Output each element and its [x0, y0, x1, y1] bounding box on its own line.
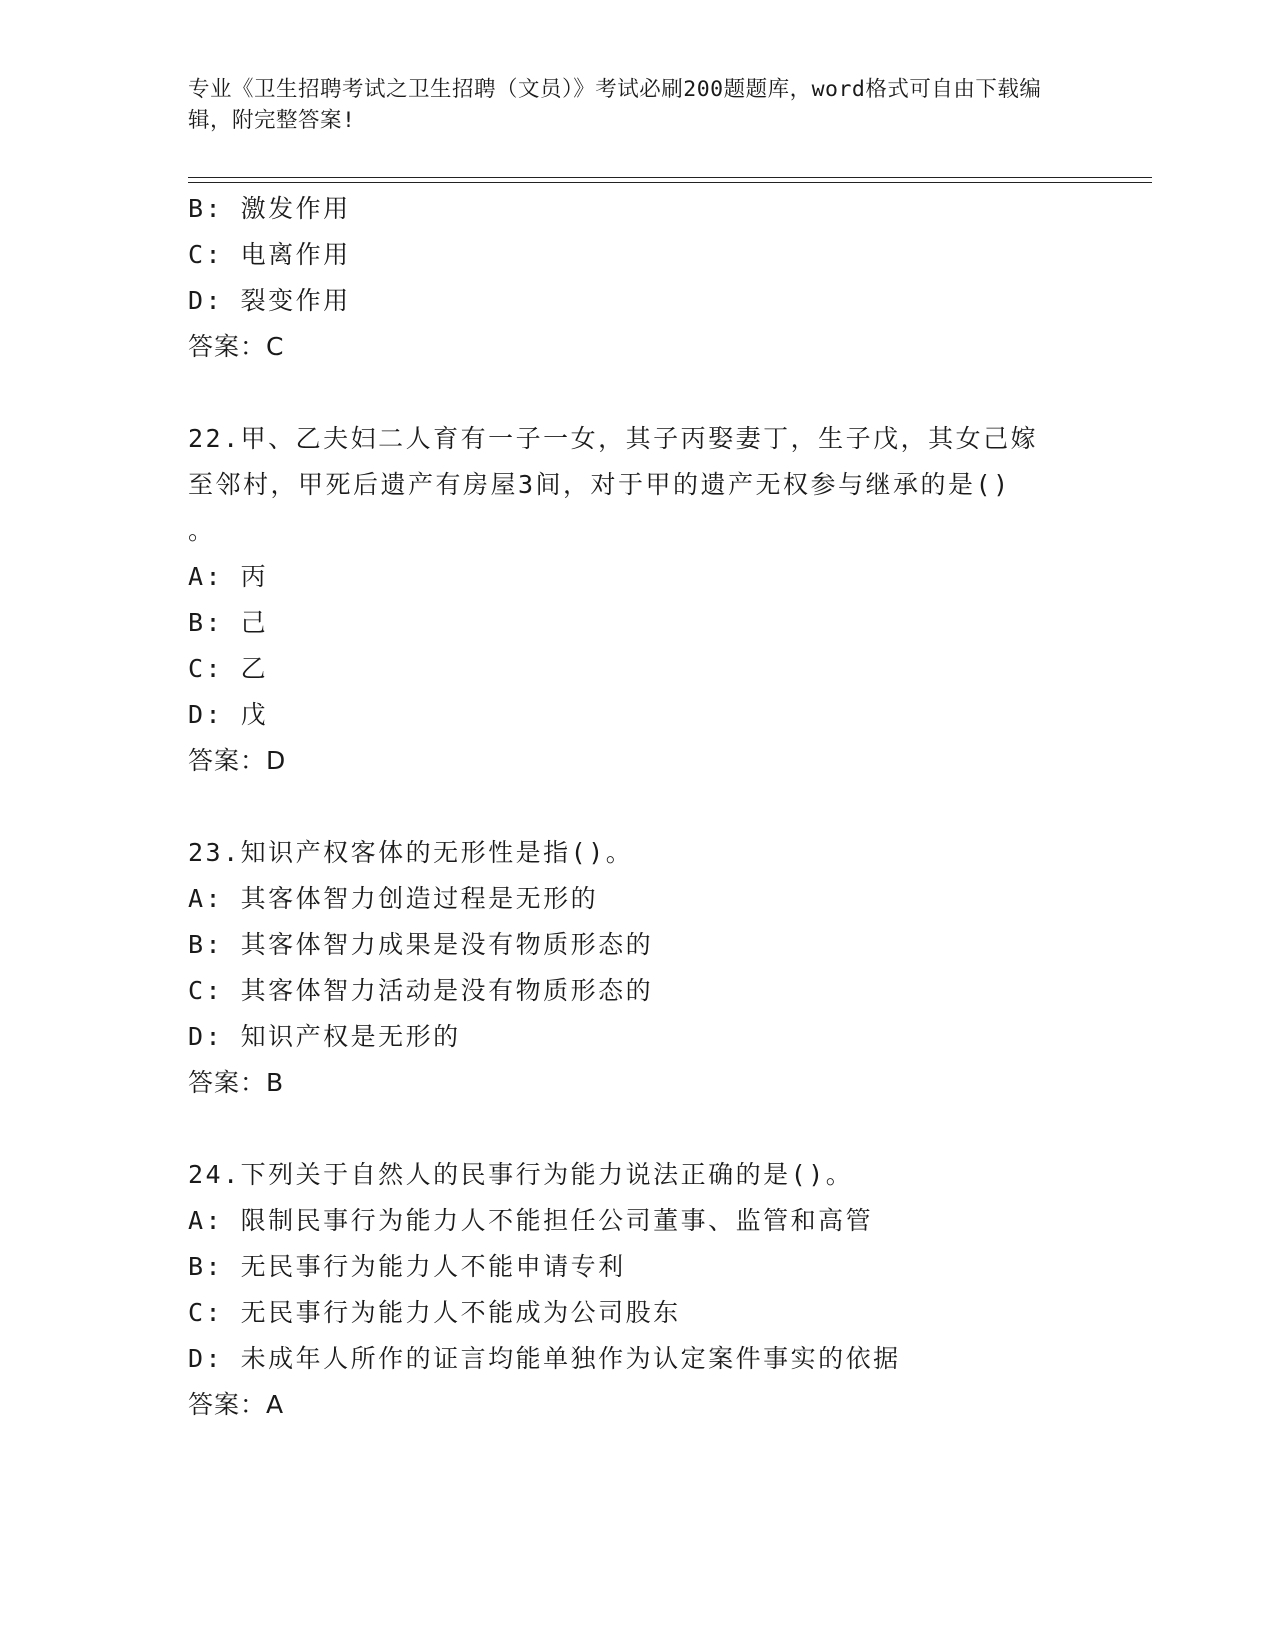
option-d: D: 未成年人所作的证言均能单独作为认定案件事实的依据: [188, 1344, 901, 1373]
answer-line: 答案：B: [188, 1068, 285, 1097]
question-21-continued: [188, 186, 1138, 370]
spacer: [188, 1106, 1138, 1152]
answer-line: 答案：D: [188, 746, 287, 775]
question-stem-line: 。: [188, 516, 216, 545]
option-b: B: 激发作用: [188, 194, 351, 223]
option-b: B: 其客体智力成果是没有物质形态的: [188, 930, 654, 959]
question-stem-line: 23.知识产权客体的无形性是指()。: [188, 838, 634, 867]
question-24: [188, 1152, 1138, 1428]
option-c: C: 电离作用: [188, 240, 351, 269]
option-d: D: 知识产权是无形的: [188, 1022, 461, 1051]
question-stem-line: 24.下列关于自然人的民事行为能力说法正确的是()。: [188, 1160, 854, 1189]
option-a: A: 其客体智力创造过程是无形的: [188, 884, 599, 913]
question-23: [188, 830, 1138, 1106]
option-a: A: 丙: [188, 562, 269, 591]
option-a: A: 限制民事行为能力人不能担任公司董事、监管和高管: [188, 1206, 874, 1235]
option-d: D: 戊: [188, 700, 269, 729]
spacer: [188, 784, 1138, 830]
question-stem-line: 至邻村，甲死后遗产有房屋3间，对于甲的遗产无权参与继承的是(): [188, 470, 1011, 499]
option-c: C: 其客体智力活动是没有物质形态的: [188, 976, 654, 1005]
option-c: C: 无民事行为能力人不能成为公司股东: [188, 1298, 681, 1327]
option-b: B: 己: [188, 608, 269, 637]
document-header: 专业《卫生招聘考试之卫生招聘（文员）》考试必刷200题题库，word格式可自由下载编辑，附完整答案!: [188, 77, 1042, 133]
answer-line: 答案：A: [188, 1390, 285, 1419]
header-divider-bottom: [188, 182, 1152, 183]
question-list: [188, 186, 1138, 1428]
option-d: D: 裂变作用: [188, 286, 351, 315]
answer-line: 答案：C: [188, 332, 285, 361]
question-stem-line: 22.甲、乙夫妇二人育有一子一女，其子丙娶妻丁，生子戊，其女己嫁: [188, 424, 1039, 453]
spacer: [188, 370, 1138, 416]
question-22: [188, 416, 1138, 784]
option-c: C: 乙: [188, 654, 269, 683]
header-divider-top: [188, 177, 1152, 178]
option-b: B: 无民事行为能力人不能申请专利: [188, 1252, 626, 1281]
